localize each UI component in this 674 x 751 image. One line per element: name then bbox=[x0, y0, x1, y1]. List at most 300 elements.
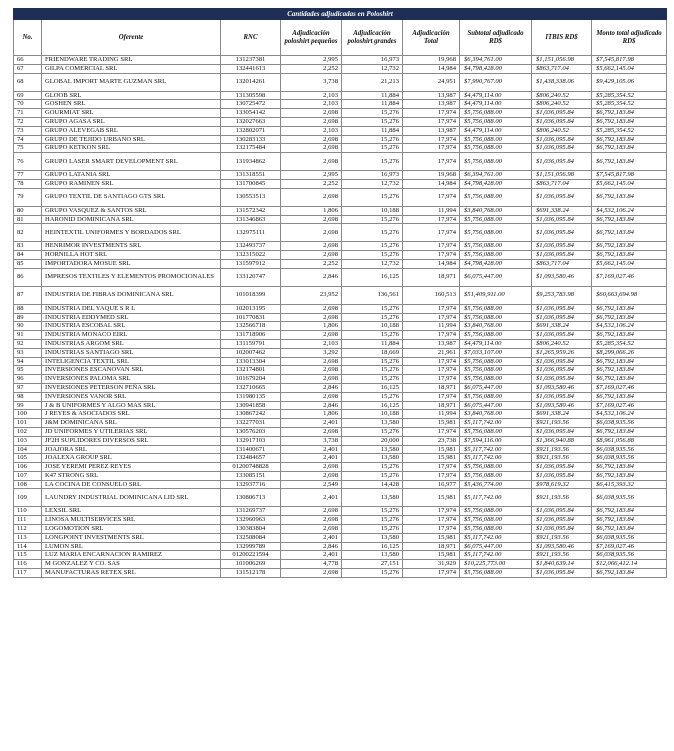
cell-itbis: $1,036,095.84 bbox=[532, 375, 592, 384]
cell-itbis: $921,193.56 bbox=[532, 454, 592, 463]
cell-oferente: GRUPO VASQUEZ & SANTOS SRL bbox=[42, 206, 221, 215]
cell-total: 14,984 bbox=[403, 64, 460, 73]
cell-monto: $6,792,183.84 bbox=[592, 242, 667, 251]
cell-monto: $6,792,183.84 bbox=[592, 109, 667, 118]
cell-rnc: 130867242 bbox=[221, 410, 281, 419]
cell-itbis: $691,338.24 bbox=[532, 322, 592, 331]
cell-oferente: JD UNIFORMES Y UTILERIAS SRL bbox=[42, 427, 221, 436]
cell-itbis: $1,036,095.84 bbox=[532, 117, 592, 126]
header-grandes: Adjudicación poloshirt grandes bbox=[342, 20, 403, 56]
table-row bbox=[14, 109, 667, 118]
cell-rnc: 133120747 bbox=[221, 268, 281, 286]
table-row bbox=[14, 383, 667, 392]
cell-no: 102 bbox=[14, 427, 42, 436]
table-row bbox=[14, 471, 667, 480]
cell-total: 13,987 bbox=[403, 126, 460, 135]
cell-itbis: $1,036,095.84 bbox=[532, 569, 592, 578]
header-total: Adjudicación Total bbox=[403, 20, 460, 56]
cell-itbis: $1,036,095.84 bbox=[532, 516, 592, 525]
cell-pequenos: 2,698 bbox=[281, 109, 342, 118]
cell-grandes: 15,276 bbox=[342, 471, 403, 480]
cell-itbis: $1,036,095.84 bbox=[532, 109, 592, 118]
cell-itbis: $1,036,095.84 bbox=[532, 251, 592, 260]
cell-subtotal: $5,756,088.00 bbox=[460, 427, 532, 436]
cell-pequenos: 2,698 bbox=[281, 144, 342, 153]
cell-total: 11,994 bbox=[403, 206, 460, 215]
cell-grandes: 12,732 bbox=[342, 259, 403, 268]
cell-subtotal: $4,479,114.00 bbox=[460, 91, 532, 100]
cell-monto: $4,532,106.24 bbox=[592, 206, 667, 215]
cell-oferente: GRUPO RAMINEN SRL bbox=[42, 179, 221, 188]
cell-no: 81 bbox=[14, 215, 42, 224]
cell-oferente: GRUPO ALEVEGAB SRL bbox=[42, 126, 221, 135]
cell-grandes: 15,276 bbox=[342, 117, 403, 126]
cell-rnc: 132975111 bbox=[221, 224, 281, 242]
cell-itbis: $9,253,783.98 bbox=[532, 286, 592, 304]
cell-pequenos: 2,401 bbox=[281, 419, 342, 428]
cell-rnc: 132175484 bbox=[221, 144, 281, 153]
cell-total: 17,974 bbox=[403, 525, 460, 534]
cell-rnc: 133085151 bbox=[221, 471, 281, 480]
table-body bbox=[14, 56, 667, 578]
cell-total: 19,968 bbox=[403, 171, 460, 180]
cell-grandes: 10,188 bbox=[342, 322, 403, 331]
cell-pequenos: 2,549 bbox=[281, 480, 342, 489]
cell-subtotal: $4,798,428.00 bbox=[460, 179, 532, 188]
table-caption: Cantidades adjudicadas en Poloshirt bbox=[14, 9, 667, 20]
cell-subtotal: $4,479,114.00 bbox=[460, 100, 532, 109]
cell-grandes: 13,580 bbox=[342, 419, 403, 428]
cell-rnc: 132999789 bbox=[221, 542, 281, 551]
cell-no: 74 bbox=[14, 135, 42, 144]
cell-oferente: MANUFACTURAS RETEX SRL bbox=[42, 569, 221, 578]
cell-grandes: 16,973 bbox=[342, 171, 403, 180]
cell-itbis: $978,619.32 bbox=[532, 480, 592, 489]
cell-grandes: 15,276 bbox=[342, 188, 403, 206]
cell-subtotal: $3,840,768.00 bbox=[460, 410, 532, 419]
cell-rnc: 101770831 bbox=[221, 313, 281, 322]
cell-total: 17,974 bbox=[403, 392, 460, 401]
cell-itbis: $1,036,095.84 bbox=[532, 242, 592, 251]
cell-total: 17,974 bbox=[403, 507, 460, 516]
cell-oferente: HENRIMOR INVESTMENTS SRL bbox=[42, 242, 221, 251]
cell-monto: $12,066,412.14 bbox=[592, 560, 667, 569]
cell-rnc: 102013195 bbox=[221, 304, 281, 313]
cell-monto: $6,038,935.56 bbox=[592, 419, 667, 428]
cell-rnc: 132493737 bbox=[221, 242, 281, 251]
cell-monto: $5,285,354.52 bbox=[592, 126, 667, 135]
table-row bbox=[14, 427, 667, 436]
cell-itbis: $863,717.04 bbox=[532, 259, 592, 268]
cell-no: 72 bbox=[14, 117, 42, 126]
table-row bbox=[14, 259, 667, 268]
cell-total: 31,929 bbox=[403, 560, 460, 569]
table-row bbox=[14, 73, 667, 91]
cell-no: 79 bbox=[14, 188, 42, 206]
table-row bbox=[14, 489, 667, 507]
cell-total: 17,974 bbox=[403, 117, 460, 126]
cell-oferente: HARONID DOMINICANA SRL bbox=[42, 215, 221, 224]
cell-pequenos: 2,846 bbox=[281, 268, 342, 286]
cell-oferente: LINOSA MULTISERVICES SRL bbox=[42, 516, 221, 525]
cell-pequenos: 23,952 bbox=[281, 286, 342, 304]
cell-monto: $7,169,027.46 bbox=[592, 542, 667, 551]
cell-rnc: 130553513 bbox=[221, 188, 281, 206]
cell-rnc: 133013304 bbox=[221, 357, 281, 366]
cell-subtotal: $5,756,088.00 bbox=[460, 109, 532, 118]
cell-rnc: 132937716 bbox=[221, 480, 281, 489]
cell-oferente: GRUPO LASER SMART DEVELOPMENT SRL bbox=[42, 153, 221, 171]
table-row bbox=[14, 268, 667, 286]
cell-rnc: 131597912 bbox=[221, 259, 281, 268]
cell-pequenos: 2,698 bbox=[281, 215, 342, 224]
table-row bbox=[14, 206, 667, 215]
cell-oferente: HEINTEXTIL UNIFORMES Y BORDADOS SRL bbox=[42, 224, 221, 242]
cell-grandes: 13,580 bbox=[342, 489, 403, 507]
cell-no: 82 bbox=[14, 224, 42, 242]
cell-total: 17,974 bbox=[403, 471, 460, 480]
cell-subtotal: $5,117,742.00 bbox=[460, 445, 532, 454]
cell-pequenos: 2,401 bbox=[281, 445, 342, 454]
cell-oferente: GRUPO KETKON SRL bbox=[42, 144, 221, 153]
cell-oferente: LAUNDRY INDUSTRIAL DOMINICANA LID SRL bbox=[42, 489, 221, 507]
cell-oferente: LOGOMOTION SRL bbox=[42, 525, 221, 534]
cell-pequenos: 2,103 bbox=[281, 339, 342, 348]
cell-subtotal: $5,756,088.00 bbox=[460, 471, 532, 480]
cell-itbis: $806,240.52 bbox=[532, 100, 592, 109]
cell-subtotal: $5,117,742.00 bbox=[460, 551, 532, 560]
cell-pequenos: 2,698 bbox=[281, 153, 342, 171]
table-row bbox=[14, 126, 667, 135]
cell-pequenos: 2,995 bbox=[281, 56, 342, 65]
cell-monto: $6,415,393.32 bbox=[592, 480, 667, 489]
header-pequenos: Adjudicación poloshirt pequeños bbox=[281, 20, 342, 56]
cell-rnc: 131718906 bbox=[221, 331, 281, 340]
cell-total: 17,974 bbox=[403, 188, 460, 206]
cell-pequenos: 2,698 bbox=[281, 251, 342, 260]
cell-total: 15,981 bbox=[403, 551, 460, 560]
cell-oferente: LEXSIL SRL bbox=[42, 507, 221, 516]
cell-itbis: $1,093,580.46 bbox=[532, 383, 592, 392]
cell-no: 90 bbox=[14, 322, 42, 331]
cell-no: 68 bbox=[14, 73, 42, 91]
cell-monto: $6,792,183.84 bbox=[592, 144, 667, 153]
cell-monto: $6,792,183.84 bbox=[592, 188, 667, 206]
cell-subtotal: $7,594,116.00 bbox=[460, 436, 532, 445]
cell-no: 69 bbox=[14, 91, 42, 100]
cell-itbis: $691,338.24 bbox=[532, 410, 592, 419]
table-row bbox=[14, 135, 667, 144]
cell-oferente: GLOOB SRL bbox=[42, 91, 221, 100]
cell-subtotal: $4,798,428.00 bbox=[460, 64, 532, 73]
cell-grandes: 10,188 bbox=[342, 206, 403, 215]
cell-rnc: 131159791 bbox=[221, 339, 281, 348]
header-subtotal: Subtotal adjudicado RD$ bbox=[460, 20, 532, 56]
table-row bbox=[14, 507, 667, 516]
cell-monto: $6,792,183.84 bbox=[592, 392, 667, 401]
cell-oferente: GRUPO LATANIA SRL bbox=[42, 171, 221, 180]
cell-total: 18,971 bbox=[403, 401, 460, 410]
cell-grandes: 15,276 bbox=[342, 313, 403, 322]
cell-monto: $7,545,817.98 bbox=[592, 56, 667, 65]
cell-subtotal: $5,756,088.00 bbox=[460, 117, 532, 126]
cell-monto: $6,792,183.84 bbox=[592, 366, 667, 375]
cell-oferente: LA COCINA DE CONSUELO SRL bbox=[42, 480, 221, 489]
table-row bbox=[14, 392, 667, 401]
cell-rnc: 01200748828 bbox=[221, 463, 281, 472]
cell-subtotal: $5,756,088.00 bbox=[460, 153, 532, 171]
table-row bbox=[14, 463, 667, 472]
cell-monto: $6,038,935.56 bbox=[592, 454, 667, 463]
table-row bbox=[14, 331, 667, 340]
cell-rnc: 132441613 bbox=[221, 64, 281, 73]
cell-no: 89 bbox=[14, 313, 42, 322]
cell-oferente: J & B UNIFORMES Y ALGO MAS SRL bbox=[42, 401, 221, 410]
cell-pequenos: 1,806 bbox=[281, 206, 342, 215]
cell-grandes: 13,580 bbox=[342, 533, 403, 542]
cell-oferente: INDUSTRIA MONACO EIRL bbox=[42, 331, 221, 340]
cell-itbis: $1,840,639.14 bbox=[532, 560, 592, 569]
cell-subtotal: $6,075,447.00 bbox=[460, 542, 532, 551]
cell-itbis: $1,036,095.84 bbox=[532, 144, 592, 153]
cell-monto: $6,792,183.84 bbox=[592, 569, 667, 578]
cell-subtotal: $5,756,088.00 bbox=[460, 224, 532, 242]
cell-grandes: 11,884 bbox=[342, 100, 403, 109]
table-row bbox=[14, 179, 667, 188]
awards-table bbox=[13, 8, 667, 578]
cell-no: 70 bbox=[14, 100, 42, 109]
cell-pequenos: 2,252 bbox=[281, 64, 342, 73]
cell-no: 80 bbox=[14, 206, 42, 215]
table-row bbox=[14, 542, 667, 551]
cell-oferente: GOURMIAT SRL bbox=[42, 109, 221, 118]
table-row bbox=[14, 100, 667, 109]
cell-no: 117 bbox=[14, 569, 42, 578]
cell-rnc: 102007462 bbox=[221, 348, 281, 357]
cell-grandes: 15,276 bbox=[342, 144, 403, 153]
cell-pequenos: 2,846 bbox=[281, 401, 342, 410]
cell-oferente: FRIENDWARE TRADING SRL bbox=[42, 56, 221, 65]
cell-grandes: 13,580 bbox=[342, 551, 403, 560]
cell-itbis: $1,036,095.84 bbox=[532, 153, 592, 171]
cell-oferente: LONGPOINT INVESTMENTS SRL bbox=[42, 533, 221, 542]
cell-itbis: $1,036,095.84 bbox=[532, 215, 592, 224]
cell-oferente: JF2H SUPLIDORES DIVERSOS SRL bbox=[42, 436, 221, 445]
cell-total: 16,977 bbox=[403, 480, 460, 489]
cell-monto: $6,792,183.84 bbox=[592, 135, 667, 144]
table-row bbox=[14, 410, 667, 419]
cell-total: 17,974 bbox=[403, 109, 460, 118]
cell-subtotal: $5,756,088.00 bbox=[460, 507, 532, 516]
cell-subtotal: $4,479,114.00 bbox=[460, 339, 532, 348]
cell-total: 17,974 bbox=[403, 153, 460, 171]
table-row bbox=[14, 242, 667, 251]
cell-itbis: $921,193.56 bbox=[532, 445, 592, 454]
cell-subtotal: $5,756,088.00 bbox=[460, 242, 532, 251]
table-row bbox=[14, 322, 667, 331]
cell-subtotal: $6,394,761.00 bbox=[460, 56, 532, 65]
cell-monto: $6,792,183.84 bbox=[592, 153, 667, 171]
cell-total: 17,974 bbox=[403, 251, 460, 260]
cell-itbis: $1,151,056.98 bbox=[532, 56, 592, 65]
cell-grandes: 15,276 bbox=[342, 135, 403, 144]
cell-itbis: $1,036,095.84 bbox=[532, 224, 592, 242]
cell-subtotal: $5,117,742.00 bbox=[460, 419, 532, 428]
cell-itbis: $806,240.52 bbox=[532, 126, 592, 135]
cell-pequenos: 2,252 bbox=[281, 259, 342, 268]
table-row bbox=[14, 313, 667, 322]
cell-oferente: GILPA COMERCIAL SRL bbox=[42, 64, 221, 73]
table-row bbox=[14, 436, 667, 445]
table-row bbox=[14, 516, 667, 525]
cell-total: 15,981 bbox=[403, 445, 460, 454]
cell-monto: $5,285,354.52 bbox=[592, 100, 667, 109]
cell-total: 17,974 bbox=[403, 427, 460, 436]
cell-total: 13,987 bbox=[403, 91, 460, 100]
cell-itbis: $1,151,056.98 bbox=[532, 171, 592, 180]
cell-rnc: 101679204 bbox=[221, 375, 281, 384]
table-row bbox=[14, 375, 667, 384]
cell-no: 97 bbox=[14, 383, 42, 392]
table-row bbox=[14, 286, 667, 304]
cell-oferente: INVERSIONES PETERSON PEÑA SRL bbox=[42, 383, 221, 392]
cell-grandes: 15,276 bbox=[342, 357, 403, 366]
cell-rnc: 130576203 bbox=[221, 427, 281, 436]
cell-oferente: INVERSIONES PALOMA SRL bbox=[42, 375, 221, 384]
cell-oferente: INDUSTRIA ESCOBAL SRL bbox=[42, 322, 221, 331]
table-row bbox=[14, 188, 667, 206]
cell-total: 14,984 bbox=[403, 259, 460, 268]
cell-pequenos: 2,252 bbox=[281, 179, 342, 188]
cell-total: 160,513 bbox=[403, 286, 460, 304]
cell-grandes: 11,884 bbox=[342, 339, 403, 348]
cell-total: 18,971 bbox=[403, 383, 460, 392]
cell-grandes: 16,125 bbox=[342, 401, 403, 410]
cell-oferente: INDUSTRIA EDDYMED SRL bbox=[42, 313, 221, 322]
table-row bbox=[14, 144, 667, 153]
cell-itbis: $921,193.56 bbox=[532, 489, 592, 507]
cell-pequenos: 2,698 bbox=[281, 242, 342, 251]
table-row bbox=[14, 348, 667, 357]
cell-rnc: 133054142 bbox=[221, 109, 281, 118]
cell-pequenos: 2,698 bbox=[281, 135, 342, 144]
cell-rnc: 01200221594 bbox=[221, 551, 281, 560]
cell-pequenos: 2,698 bbox=[281, 427, 342, 436]
cell-total: 17,974 bbox=[403, 569, 460, 578]
cell-subtotal: $6,075,447.00 bbox=[460, 401, 532, 410]
cell-no: 87 bbox=[14, 286, 42, 304]
table-row bbox=[14, 56, 667, 65]
cell-subtotal: $5,756,088.00 bbox=[460, 215, 532, 224]
cell-rnc: 131237381 bbox=[221, 56, 281, 65]
cell-oferente: GRUPO TEXTIL DE SANTIAGO GTS SRL bbox=[42, 188, 221, 206]
cell-subtotal: $5,756,088.00 bbox=[460, 357, 532, 366]
cell-pequenos: 2,698 bbox=[281, 188, 342, 206]
cell-monto: $5,285,354.52 bbox=[592, 339, 667, 348]
cell-pequenos: 2,103 bbox=[281, 126, 342, 135]
cell-rnc: 131346863 bbox=[221, 215, 281, 224]
cell-pequenos: 3,738 bbox=[281, 73, 342, 91]
cell-subtotal: $7,033,107.00 bbox=[460, 348, 532, 357]
cell-oferente: LUZ MARIA ENCARNACION RAMIREZ bbox=[42, 551, 221, 560]
cell-pequenos: 2,846 bbox=[281, 542, 342, 551]
cell-monto: $6,792,183.84 bbox=[592, 427, 667, 436]
cell-pequenos: 2,401 bbox=[281, 533, 342, 542]
cell-pequenos: 2,698 bbox=[281, 569, 342, 578]
cell-total: 13,987 bbox=[403, 100, 460, 109]
cell-no: 66 bbox=[14, 56, 42, 65]
cell-subtotal: $51,409,911.00 bbox=[460, 286, 532, 304]
cell-grandes: 15,276 bbox=[342, 507, 403, 516]
table-row bbox=[14, 533, 667, 542]
cell-no: 99 bbox=[14, 401, 42, 410]
cell-total: 13,987 bbox=[403, 339, 460, 348]
cell-oferente: GLOBAL IMPORT MARTE GUZMAN SRL bbox=[42, 73, 221, 91]
cell-itbis: $691,338.24 bbox=[532, 206, 592, 215]
cell-grandes: 13,580 bbox=[342, 445, 403, 454]
cell-itbis: $1,036,095.84 bbox=[532, 366, 592, 375]
cell-rnc: 132174801 bbox=[221, 366, 281, 375]
header-no: No. bbox=[14, 20, 42, 56]
cell-pequenos: 2,698 bbox=[281, 357, 342, 366]
cell-pequenos: 2,698 bbox=[281, 117, 342, 126]
cell-monto: $4,532,106.24 bbox=[592, 410, 667, 419]
cell-itbis: $1,093,580.46 bbox=[532, 542, 592, 551]
cell-no: 109 bbox=[14, 489, 42, 507]
cell-monto: $6,792,183.84 bbox=[592, 224, 667, 242]
cell-monto: $7,169,027.46 bbox=[592, 383, 667, 392]
cell-subtotal: $5,117,742.00 bbox=[460, 454, 532, 463]
cell-pequenos: 2,995 bbox=[281, 171, 342, 180]
cell-subtotal: $5,756,088.00 bbox=[460, 251, 532, 260]
cell-rnc: 130806713 bbox=[221, 489, 281, 507]
cell-no: 73 bbox=[14, 126, 42, 135]
cell-itbis: $1,265,959.26 bbox=[532, 348, 592, 357]
cell-total: 11,994 bbox=[403, 410, 460, 419]
cell-rnc: 130725472 bbox=[221, 100, 281, 109]
cell-monto: $5,662,145.04 bbox=[592, 179, 667, 188]
cell-rnc: 131400671 bbox=[221, 445, 281, 454]
cell-subtotal: $5,756,088.00 bbox=[460, 144, 532, 153]
cell-grandes: 16,973 bbox=[342, 56, 403, 65]
cell-grandes: 13,580 bbox=[342, 454, 403, 463]
cell-rnc: 132027663 bbox=[221, 117, 281, 126]
cell-rnc: 131980135 bbox=[221, 392, 281, 401]
table-row bbox=[14, 215, 667, 224]
cell-subtotal: $3,840,768.00 bbox=[460, 206, 532, 215]
header-rnc: RNC bbox=[221, 20, 281, 56]
cell-monto: $60,663,694.98 bbox=[592, 286, 667, 304]
cell-itbis: $1,036,095.84 bbox=[532, 331, 592, 340]
cell-monto: $6,038,935.56 bbox=[592, 445, 667, 454]
table-row bbox=[14, 366, 667, 375]
cell-no: 107 bbox=[14, 471, 42, 480]
cell-itbis: $921,193.56 bbox=[532, 419, 592, 428]
cell-monto: $6,792,183.84 bbox=[592, 331, 667, 340]
cell-total: 24,951 bbox=[403, 73, 460, 91]
cell-itbis: $1,438,338.06 bbox=[532, 73, 592, 91]
cell-no: 83 bbox=[14, 242, 42, 251]
cell-no: 86 bbox=[14, 268, 42, 286]
table-row bbox=[14, 480, 667, 489]
cell-no: 91 bbox=[14, 331, 42, 340]
cell-rnc: 132484657 bbox=[221, 454, 281, 463]
cell-rnc: 132960963 bbox=[221, 516, 281, 525]
cell-no: 85 bbox=[14, 259, 42, 268]
cell-pequenos: 2,698 bbox=[281, 313, 342, 322]
cell-monto: $6,792,183.84 bbox=[592, 471, 667, 480]
cell-no: 116 bbox=[14, 560, 42, 569]
